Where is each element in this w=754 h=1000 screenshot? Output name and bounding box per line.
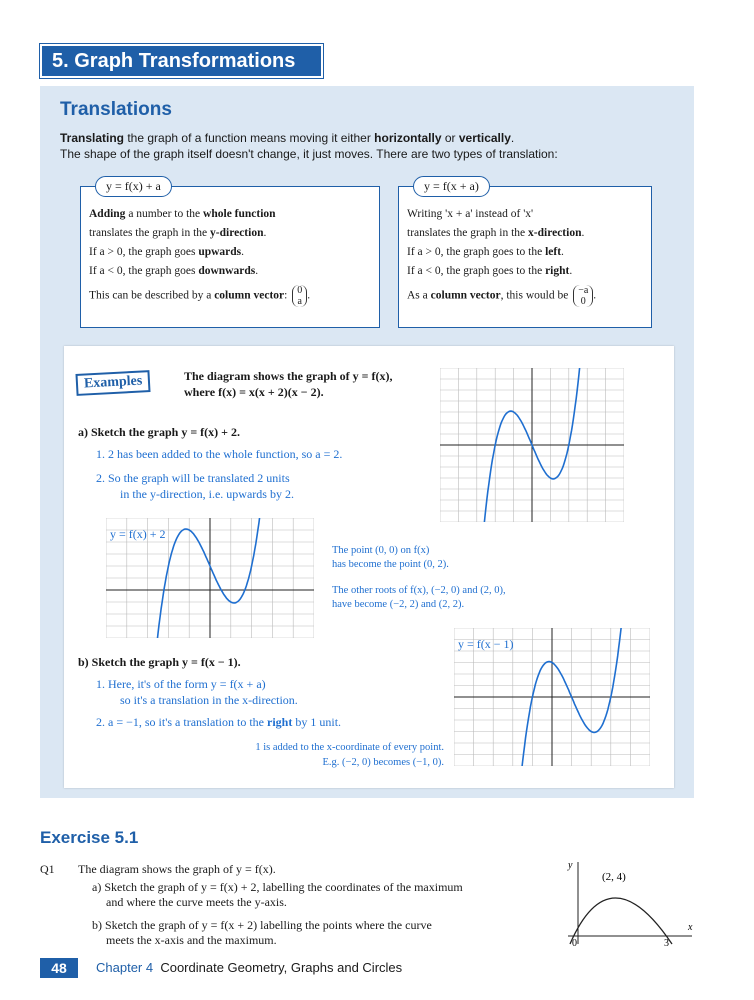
page-number: 48 <box>40 958 78 978</box>
section-title: 5. Graph Transformations <box>40 44 323 78</box>
intro-text-3: . <box>510 131 515 145</box>
rule-bold: left <box>545 246 562 258</box>
rule-line <box>407 262 643 281</box>
graph-label: y = f(x − 1) <box>458 637 514 651</box>
chapter-footer <box>96 960 402 975</box>
note-line: 1 is added to the x-coordinate of every point. <box>255 742 444 753</box>
intro-bold-3: vertically <box>458 131 511 145</box>
example-a-note-2 <box>332 584 506 612</box>
example-b-step-2 <box>96 714 341 730</box>
column-vector <box>292 285 307 307</box>
question-label: Q1 <box>40 862 55 876</box>
example-a-title: a) Sketch the graph y = f(x) + 2. <box>78 425 240 439</box>
rule-text: If a > 0, the graph goes <box>89 246 199 258</box>
rule-text: . <box>255 265 259 277</box>
vector-bottom: 0 <box>580 296 586 307</box>
rule-text: If a > 0, the graph goes to the <box>407 246 546 258</box>
rule-bold: Adding <box>89 208 126 220</box>
rule-line: This can be described by a column vector: 0 a . <box>89 285 311 307</box>
rule-text: This can be described by a <box>89 289 215 302</box>
step-line: so it's a translation in the x-direction. <box>120 693 298 707</box>
rule-text: . <box>569 265 573 277</box>
q1-root-label: 3 <box>664 938 669 948</box>
intro-line-2: The shape of the graph itself doesn't change, it just moves. There are two types of translation: <box>60 147 558 161</box>
rule-text: . <box>561 246 564 258</box>
rule-text: : <box>284 289 288 302</box>
note-line: E.g. (−2, 0) becomes (−1, 0). <box>322 757 444 768</box>
rule-bold: column vector <box>430 289 501 302</box>
step-bold: right <box>267 715 293 729</box>
examples-intro-line: where f(x) = x(x + 2)(x − 2). <box>184 385 324 399</box>
rule-bold: whole function <box>203 208 276 220</box>
rule-text: . <box>581 227 585 239</box>
note-line: The other roots of f(x), (−2, 0) and (2, 0), <box>332 585 506 596</box>
rule-line <box>89 205 371 224</box>
rule-line: Writing 'x + a' instead of 'x' <box>407 208 534 220</box>
vector-bottom: a <box>297 296 302 307</box>
vector-top: −a <box>578 285 589 296</box>
step-text: by 1 unit. <box>292 715 342 729</box>
chapter-title: Coordinate Geometry, Graphs and Circles <box>160 960 403 975</box>
note-line: have become (−2, 2) and (2, 2). <box>332 599 465 610</box>
rule-text: If a < 0, the graph goes to the <box>407 265 546 277</box>
rule-bold: column vector <box>214 289 285 302</box>
question-line: meets the x-axis and the maximum. <box>106 933 277 947</box>
intro-bold-2: horizontally <box>374 131 442 145</box>
graph-fx-plus-2 <box>106 518 314 638</box>
question-line: and where the curve meets the y-axis. <box>106 895 287 909</box>
rule-box-horizontal-label: y = f(x + a) <box>413 176 490 197</box>
example-b-step-1 <box>96 676 298 708</box>
example-a-note-1 <box>332 544 449 572</box>
rule-box-horizontal <box>398 179 652 328</box>
examples-intro <box>184 368 393 400</box>
step-line: in the y-direction, i.e. upwards by 2. <box>120 487 294 501</box>
step-line: 2. So the graph will be translated 2 units <box>96 471 290 485</box>
q1-x-label: x <box>688 922 693 933</box>
rule-text: , this would be <box>500 289 569 302</box>
rule-text: . <box>241 246 245 258</box>
graph-question-1 <box>560 856 700 948</box>
question-line: a) Sketch the graph of y = f(x) + 2, labelling the coordinates of the maximum <box>92 880 463 894</box>
translations-heading: Translations <box>60 99 172 120</box>
rule-text: If a < 0, the graph goes <box>89 265 199 277</box>
rule-text: . <box>263 227 267 239</box>
rule-bold: y-direction <box>210 227 264 239</box>
rule-bold: upwards <box>198 246 242 258</box>
step-text: 2. a = −1, so it's a translation to the <box>96 715 268 729</box>
question-part-b <box>92 918 432 948</box>
rule-box-vertical-label: y = f(x) + a <box>95 176 172 197</box>
intro-bold-1: Translating <box>60 131 125 145</box>
q1-origin-label: 0 <box>572 938 577 948</box>
question-text: The diagram shows the graph of y = f(x). <box>78 862 276 876</box>
rule-line <box>407 224 643 243</box>
example-a-step-2 <box>96 470 294 502</box>
rule-box-vertical <box>80 179 380 328</box>
note-line: The point (0, 0) on f(x) <box>332 545 430 556</box>
note-line: has become the point (0, 2). <box>332 559 449 570</box>
question-part-a <box>92 880 463 910</box>
exercise-title: Exercise 5.1 <box>40 828 139 847</box>
rule-text: As a <box>407 289 431 302</box>
rule-line <box>407 243 643 262</box>
rule-line <box>89 243 371 262</box>
q1-max-label: (2, 4) <box>602 871 626 883</box>
q1-y-label: y <box>568 860 573 871</box>
rule-bold: x-direction <box>528 227 582 239</box>
rule-text: a number to the <box>125 208 204 220</box>
examples-badge: Examples <box>75 370 150 396</box>
example-a-step-1: 1. 2 has been added to the whole function, so a = 2. <box>96 447 343 461</box>
translations-intro <box>60 130 680 162</box>
vector-top: 0 <box>297 285 303 296</box>
chapter-number: Chapter 4 <box>96 960 154 975</box>
example-b-note <box>200 740 444 770</box>
example-b-title: b) Sketch the graph y = f(x − 1). <box>78 655 241 669</box>
intro-text-2: or <box>441 131 459 145</box>
intro-line-1 <box>60 130 680 146</box>
q1-curve <box>570 898 672 944</box>
rule-bold: right <box>545 265 570 277</box>
intro-text-1: the graph of a function means moving it either <box>124 131 375 145</box>
question-line: b) Sketch the graph of y = f(x + 2) labelling the points where the curve <box>92 918 432 932</box>
rule-bold: downwards <box>198 265 256 277</box>
rule-line: As a column vector, this would be −a 0 . <box>407 285 597 307</box>
step-line: 1. Here, it's of the form y = f(x + a) <box>96 677 266 691</box>
rule-line <box>89 224 371 243</box>
rule-line <box>89 262 371 281</box>
graph-label: y = f(x) + 2 <box>110 527 166 541</box>
graph-fx <box>440 368 624 522</box>
rule-text: translates the graph in the <box>407 227 529 239</box>
column-vector <box>573 285 593 307</box>
rule-text: translates the graph in the <box>89 227 211 239</box>
graph-fx-minus-1 <box>454 628 650 766</box>
examples-intro-line: The diagram shows the graph of y = f(x), <box>184 369 393 383</box>
